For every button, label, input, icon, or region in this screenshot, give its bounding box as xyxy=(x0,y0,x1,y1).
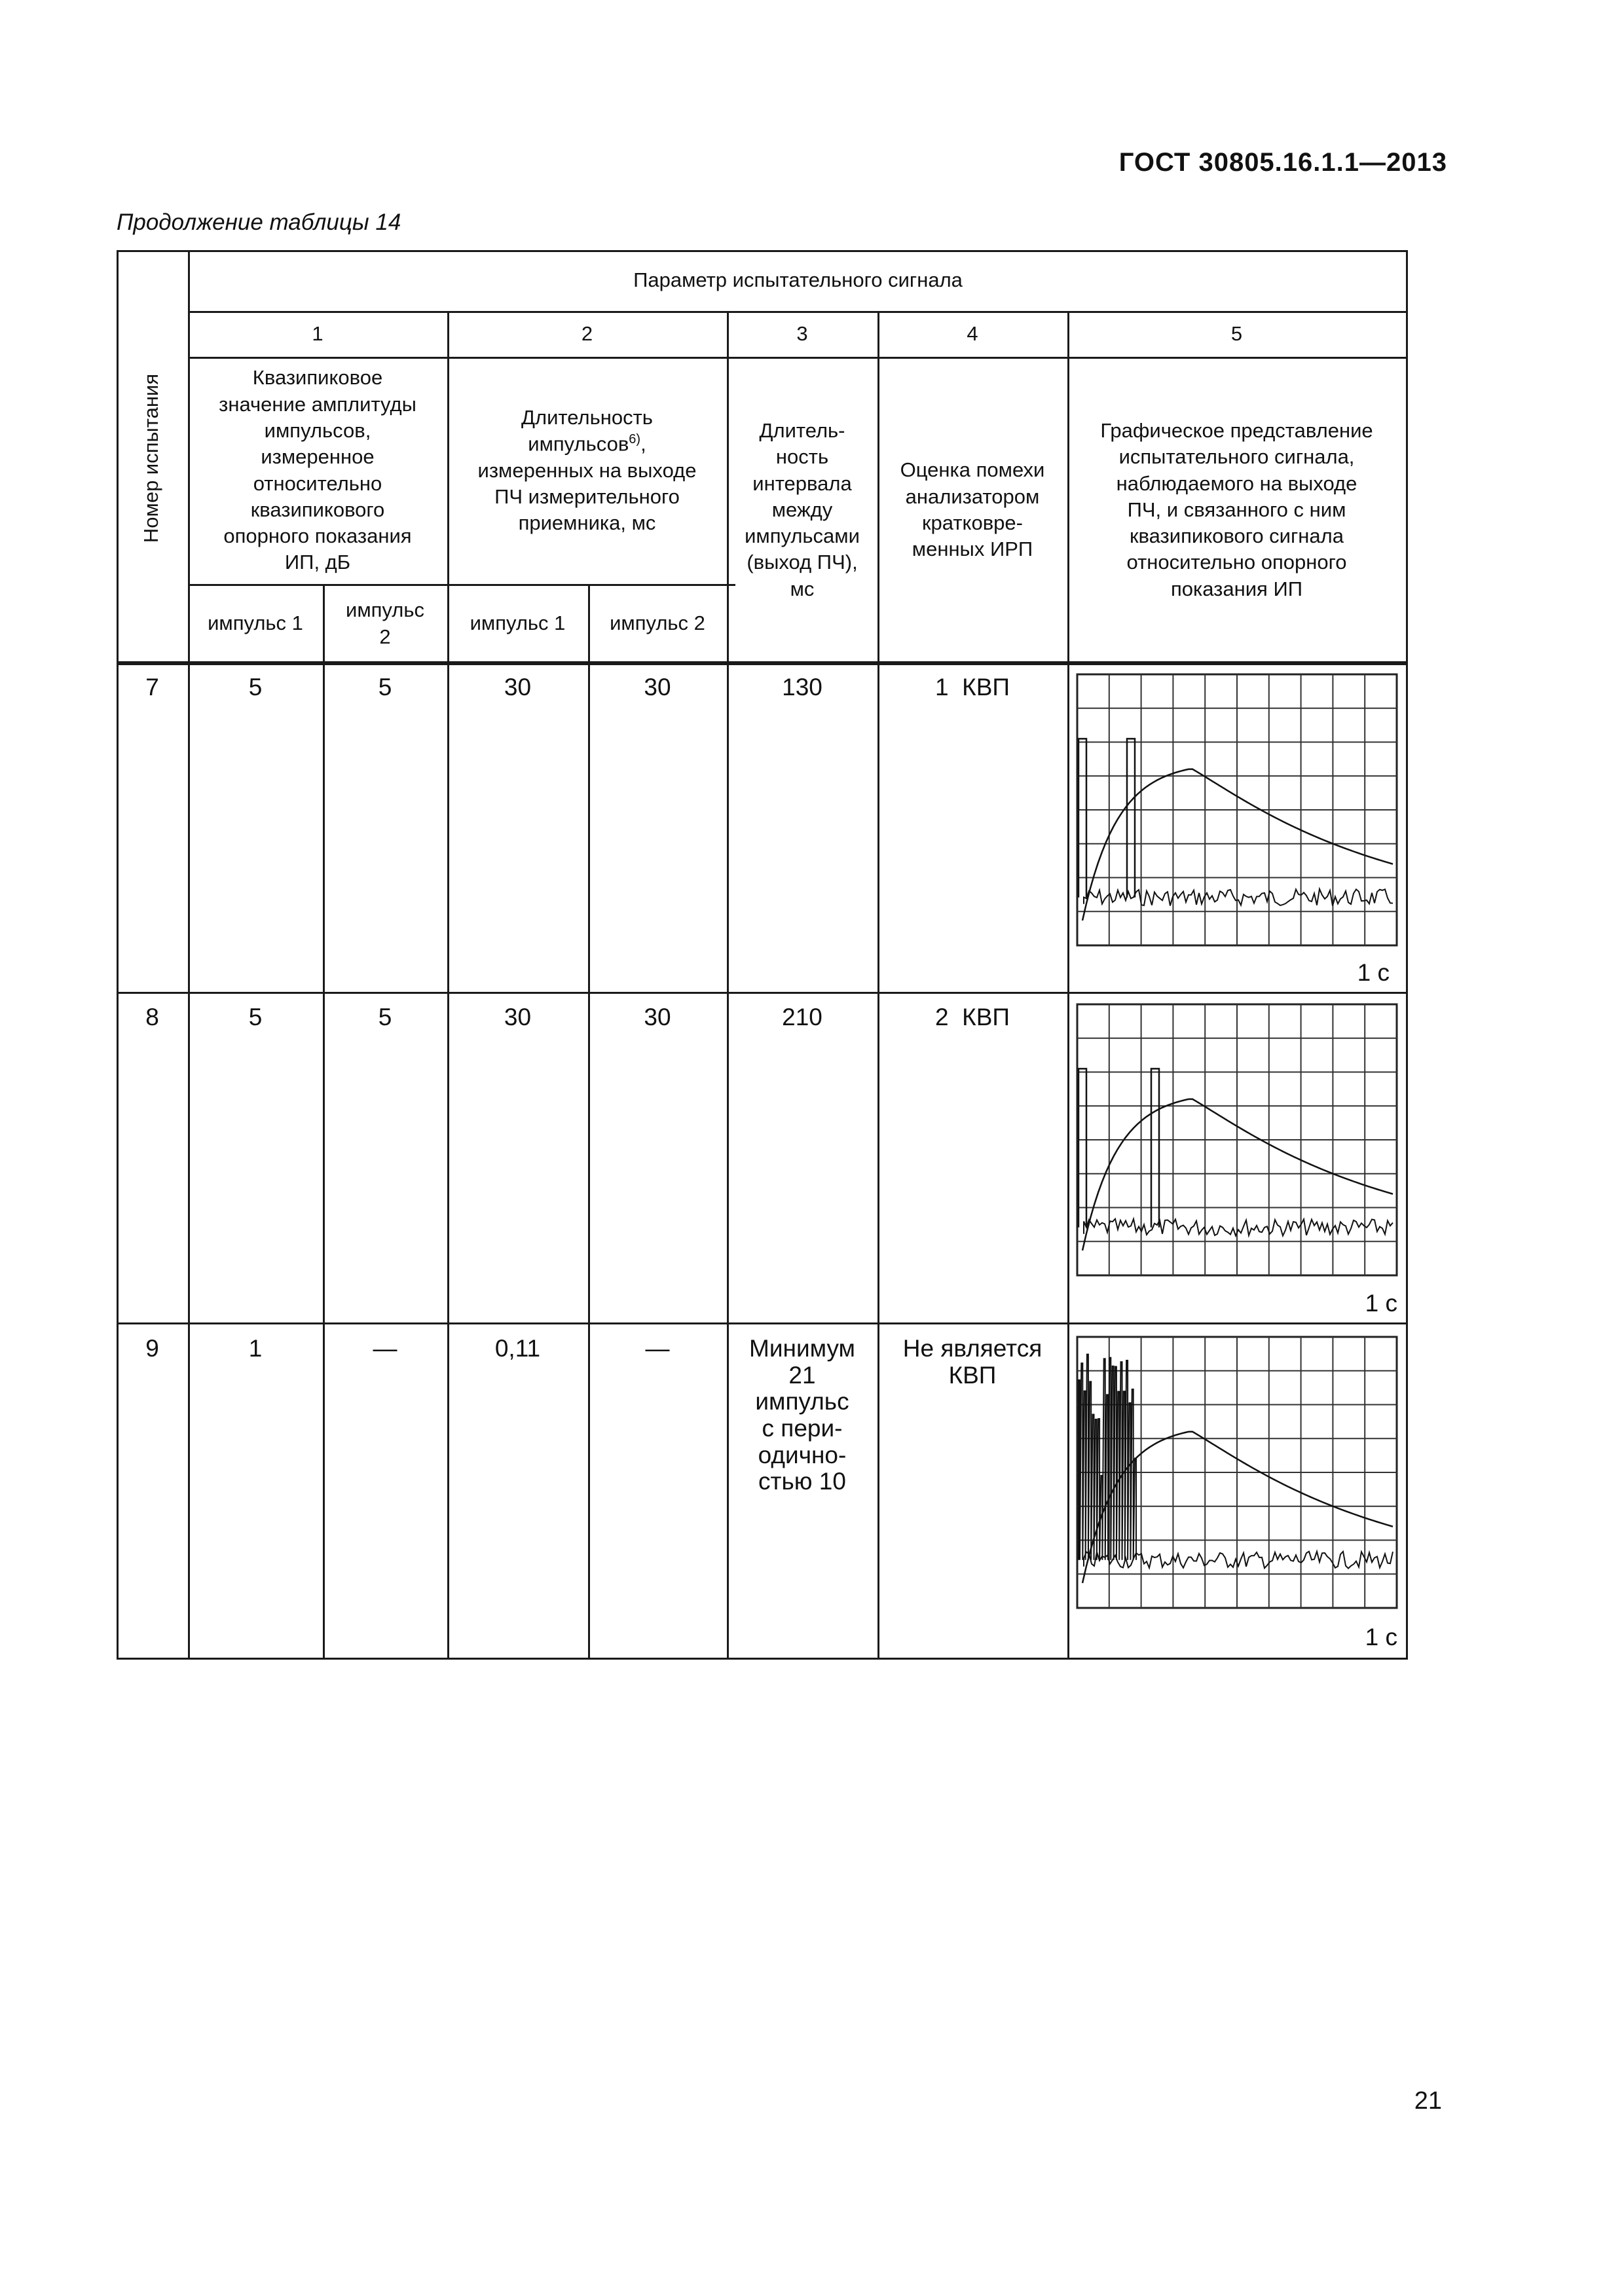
pulse-interval: 210 xyxy=(782,1004,822,1030)
table-line xyxy=(1406,250,1408,1660)
pulse xyxy=(1151,1068,1159,1227)
table-line xyxy=(117,1658,1408,1660)
amplitude-impulse-2: — xyxy=(373,1335,397,1362)
pulse-train xyxy=(1079,1355,1136,1560)
test-number: 9 xyxy=(145,1335,159,1362)
pulse-interval: 130 xyxy=(782,674,822,701)
table-line xyxy=(117,663,1408,665)
column-header-amplitude: Квазипиковое значение амплитуды импульсов, измеренное относительно квазипикового опорного показания ИП, дБ xyxy=(219,366,416,574)
sub-header-impulse-2: импульс 2 xyxy=(610,611,705,635)
row-header: Номер испытания xyxy=(139,373,163,543)
column-header-graph: Графическое представление испытательного сигнала, наблюдаемого на выходе ПЧ, и связанного с ним квазипикового сигнала относительно опорного показания ИП xyxy=(1100,418,1373,600)
column-number: 5 xyxy=(1230,321,1243,345)
page-number: 21 xyxy=(1414,2087,1442,2115)
noise-trace xyxy=(1084,889,1393,906)
table-line xyxy=(117,992,1408,994)
signal-graph xyxy=(1076,1003,1398,1277)
signal-graph xyxy=(1076,673,1398,947)
interference-assessment: 1 КВП xyxy=(935,674,1010,701)
table-line xyxy=(117,1322,1408,1324)
sub-header-impulse-1: импульс 1 xyxy=(470,611,566,635)
column-header-assessment: Оценка помехи анализатором кратковре- менных ИРП xyxy=(900,458,1045,561)
test-number: 7 xyxy=(145,674,159,701)
amplitude-impulse-1: 5 xyxy=(248,674,263,701)
amplitude-impulse-2: 5 xyxy=(378,1004,392,1030)
test-number: 8 xyxy=(145,1004,159,1030)
table-caption: Продолжение таблицы 14 xyxy=(117,210,401,235)
pulse xyxy=(1127,738,1135,897)
amplitude-impulse-2: 5 xyxy=(378,674,392,701)
amplitude-impulse-1: 1 xyxy=(248,1335,263,1362)
amplitude-impulse-1: 5 xyxy=(248,1004,263,1030)
pulse xyxy=(1079,1068,1086,1227)
noise-trace xyxy=(1084,1219,1393,1236)
pulse-interval: Минимум 21 импульс с пери- одично- стью 10 xyxy=(749,1335,855,1495)
column-number: 3 xyxy=(796,321,808,345)
duration-impulse-2: 30 xyxy=(644,674,671,701)
column-number: 2 xyxy=(581,321,593,345)
time-label: 1 с xyxy=(1365,1624,1397,1650)
column-header-interval: Длитель- ность интервала между импульсами (выход ПЧ), мс xyxy=(745,418,860,600)
duration-impulse-2: 30 xyxy=(644,1004,671,1030)
column-header-duration: Длительность импульсов$^{6)}$, измеренных на выходе ПЧ измерительного приемника, мс xyxy=(477,405,697,535)
sub-header-impulse-1: импульс 1 xyxy=(208,611,303,635)
duration-impulse-1: 30 xyxy=(504,674,532,701)
signal-graph xyxy=(1076,1336,1398,1609)
time-label: 1 с xyxy=(1357,959,1390,986)
duration-impulse-1: 30 xyxy=(504,1004,532,1030)
sub-header-impulse-2: импульс 2 xyxy=(346,598,424,648)
pulse xyxy=(1079,738,1086,897)
time-label: 1 с xyxy=(1365,1290,1397,1317)
document-id: ГОСТ 30805.16.1.1—2013 xyxy=(1118,148,1447,177)
table-line xyxy=(323,584,325,1660)
duration-impulse-1: 0,11 xyxy=(494,1335,541,1362)
duration-impulse-2: — xyxy=(645,1335,670,1362)
table-line xyxy=(588,584,590,1660)
group-header: Параметр испытательного сигнала xyxy=(633,268,963,292)
column-number: 4 xyxy=(967,321,978,345)
column-number: 1 xyxy=(312,321,323,345)
interference-assessment: Не является КВП xyxy=(902,1335,1043,1389)
interference-assessment: 2 КВП xyxy=(935,1004,1010,1030)
